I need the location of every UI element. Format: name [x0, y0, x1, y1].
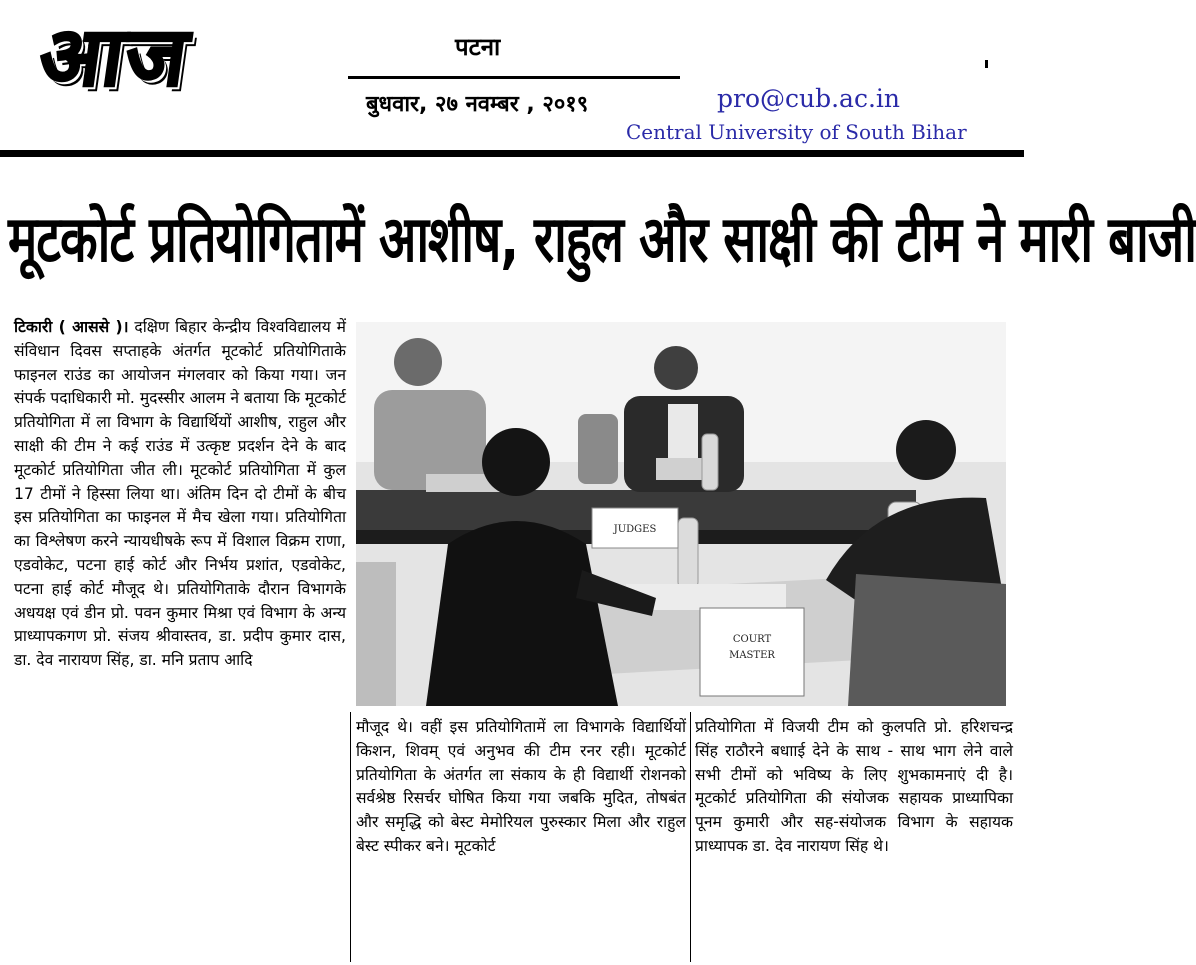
issue-date: बुधवार, २७ नवम्बर , २०१९	[366, 92, 589, 117]
article-column-1	[14, 316, 346, 673]
court-master-sign-line-2: MASTER	[729, 650, 775, 661]
article-column-1-text: दक्षिण बिहार केन्द्रीय विश्वविद्यालय में संविधान दिवस सप्ताहके अंतर्गत मूटकोर्ट प्रतियोगिताके फाइनल राउंड का आयोजन मंगलवार को किया गया। जन संपर्क पदाधिकारी मो. मुदस्सीर आलम ने बताया कि मूटकोर्ट प्रतियोगिता में ला विभाग के विद्यार्थियों आशीष, राहुल और साक्षी की टीम ने कई राउंड में उत्कृष्ट प्रदर्शन देने के बाद मूटकोर्ट प्रतियोगिता जीत ली। मूटकोर्ट प्रतियोगिता में कुल 17 टीमों ने हिस्सा लिया था। अंतिम दिन दो टीमों के बीच इस प्रतियोगिता का फाइनल में मैच खेला गया। प्रतियोगिता का विश्लेषण करने न्यायधीषके रूप में विशाल विक्रम राणा, एडवोकेट, पटना हाई कोर्ट और निर्भय प्रशांत, एडवोकेट, पटना हाई कोर्ट मौजूद थे। प्रतियोगिताके दौरान विभागके अधयक्ष एवं डीन प्रो. पवन कुमार मिश्रा एवं विभाग के अन्य प्राध्यापकगण प्रो. संजय श्रीवास्तव, डा. प्रदीप कुमार दास, डा. देव नारायण सिंह, डा. मनि प्रताप आदि	[14, 318, 346, 670]
contact-email: pro@cub.ac.in	[717, 84, 901, 113]
event-photo	[356, 322, 1006, 706]
university-name: Central University of South Bihar	[626, 120, 967, 144]
newspaper-logo: आज	[33, 10, 196, 105]
court-master-sign-line-1: COURT	[732, 634, 772, 645]
masthead-divider	[348, 76, 680, 79]
article-column-3: प्रतियोगिता में विजयी टीम को कुलपति प्रो. हरिशचन्द्र सिंह राठौरने बधााई देने के साथ - साथ भाग लेने वाले सभी टीमों को भविष्य के लिए शुभकामनाएं दी है। मूटकोर्ट प्रतियोगिता की संयोजक सहायक प्राध्यापिका पूनम कुमारी और सह-संयोजक विभाग के सहायक प्राध्यापक डा. देव नारायण सिंह थे।	[695, 718, 1013, 855]
masthead-rule	[0, 150, 1024, 157]
article-column-2: मौजूद थे। वहीं इस प्रतियोगितामें ला विभागके विद्यार्थियों किशन, शिवम् एवं अनुभव की टीम रनर रही। मूटकोर्ट प्रतियोगिता के अंतर्गत ला संकाय के ही विद्यार्थी रोशनको सर्वश्रेष्ठ रिसर्चर घोषित किया गया जबकि मुदित, तोषबंत और समृद्धि को बेस्ट मेमोरियल पुरुस्कार मिला और राहुल बेस्ट स्पीकर बने। मूटकोर्ट	[356, 718, 686, 855]
column-divider	[690, 712, 691, 962]
judges-sign: JUDGES	[613, 524, 657, 535]
article-dateline: टिकारी ( आससे )।	[14, 318, 129, 336]
column-divider	[350, 712, 351, 962]
edition-city: पटना	[455, 33, 501, 61]
moot-court-photo-illustration	[356, 322, 1006, 706]
corner-mark	[985, 60, 988, 68]
article-headline: मूटकोर्ट प्रतियोगितामें आशीष, राहुल और साक्षी की टीम ने मारी बाजी	[8, 202, 1196, 277]
